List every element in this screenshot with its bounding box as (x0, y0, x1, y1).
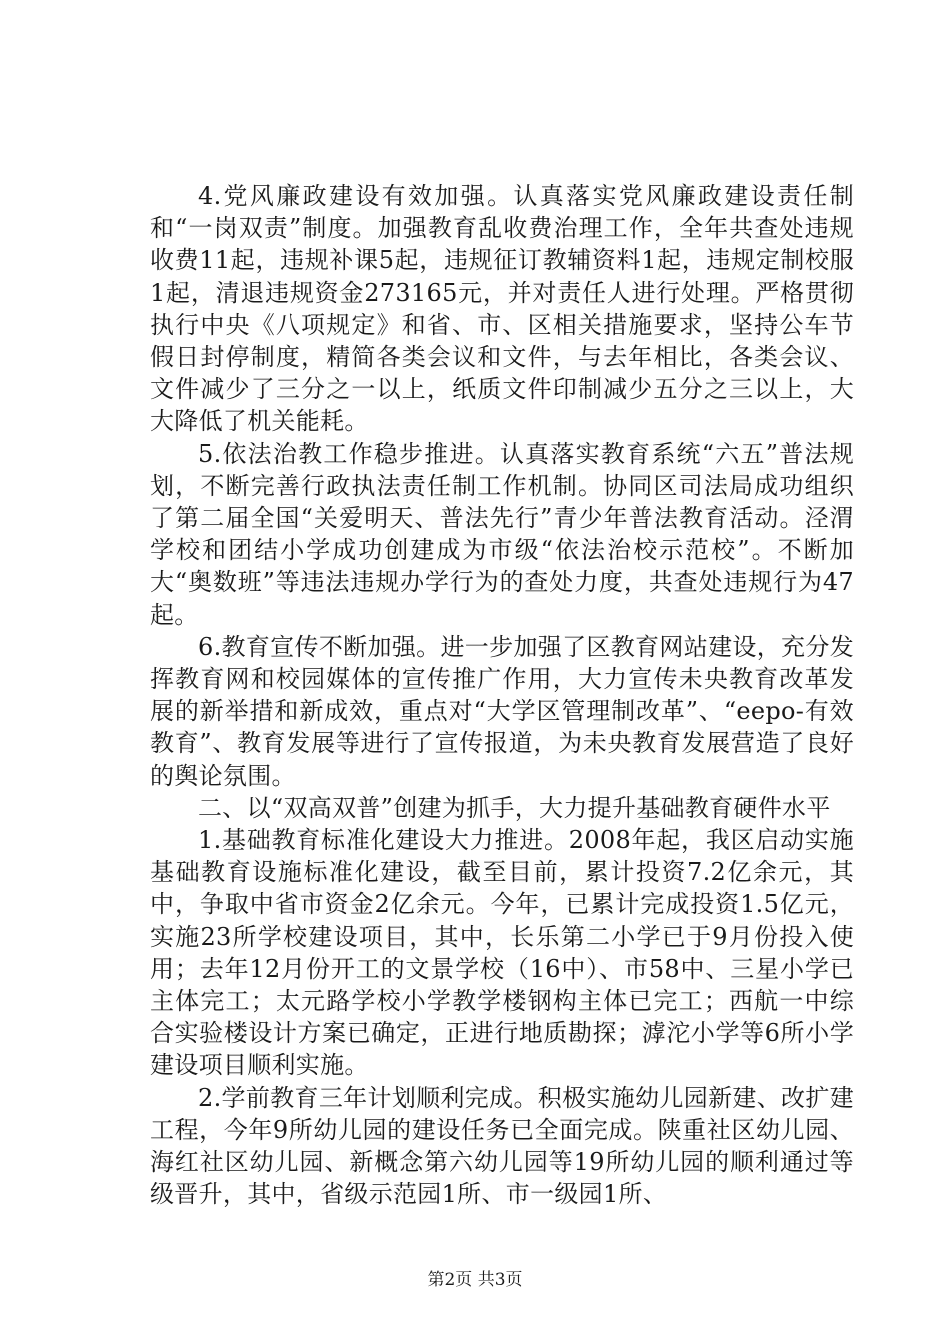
document-body (150, 180, 854, 1211)
paragraph-publicity: 6.教育宣传不断加强。进一步加强了区教育网站建设，充分发挥教育网和校园媒体的宣传推广作用，大力宣传未央教育改革发展的新举措和新成效，重点对“大学区管理制改革”、“eepo-有效教育”、教育发展等进行了宣传报道，为未央教育发展营造了良好的舆论氛围。 (150, 632, 854, 790)
paragraph-party-conduct: 4.党风廉政建设有效加强。认真落实党风廉政建设责任制和“一岗双责”制度。加强教育乱收费治理工作，全年共查处违规收费11起，违规补课5起，违规征订教辅资料1起，违规定制校服1起，清退违规资金273165元，并对责任人进行处理。严格贯彻执行中央《八项规定》和省、市、区相关措施要求，坚持公车节假日封停制度，精简各类会议和文件，与去年相比，各类会议、文件减少了三分之一以上，纸质文件印制减少五分之三以上，大大降低了机关能耗。 (150, 182, 854, 436)
paragraph-rule-of-law: 5.依法治教工作稳步推进。认真落实教育系统“六五”普法规划，不断完善行政执法责任制工作机制。协同区司法局成功组织了第二届全国“关爱明天、普法先行”青少年普法教育活动。泾渭学校和团结小学成功创建成为市级“依法治校示范校”。不断加大“奥数班”等违法违规办学行为的查处力度，共查处违规行为47起。 (150, 439, 854, 629)
paragraph-standardization: 1.基础教育标准化建设大力推进。2008年起，我区启动实施基础教育设施标准化建设，截至目前，累计投资7.2亿余元，其中，争取中省市资金2亿余元。今年，已累计完成投资1.5亿元，实施23所学校建设项目，其中，长乐第二小学已于9月份投入使用；去年12月份开工的文景学校（16中）、市58中、三星小学已主体完工；太元路学校小学教学楼钢构主体已完工；西航一中综合实验楼设计方案已确定，正进行地质勘探；滹沱小学等6所小学建设项目顺利实施。 (150, 826, 854, 1080)
paragraph-preschool: 2.学前教育三年计划顺利完成。积极实施幼儿园新建、改扩建工程，今年9所幼儿园的建设任务已全面完成。陕重社区幼儿园、海红社区幼儿园、新概念第六幼儿园等19所幼儿园的顺利通过等级晋升，其中，省级示范园1所、市一级园1所、 (150, 1083, 854, 1209)
section-heading-two: 二、以“双高双普”创建为抓手，大力提升基础教育硬件水平 (198, 793, 831, 822)
page-number-footer: 第2页 共3页 (427, 1270, 523, 1290)
